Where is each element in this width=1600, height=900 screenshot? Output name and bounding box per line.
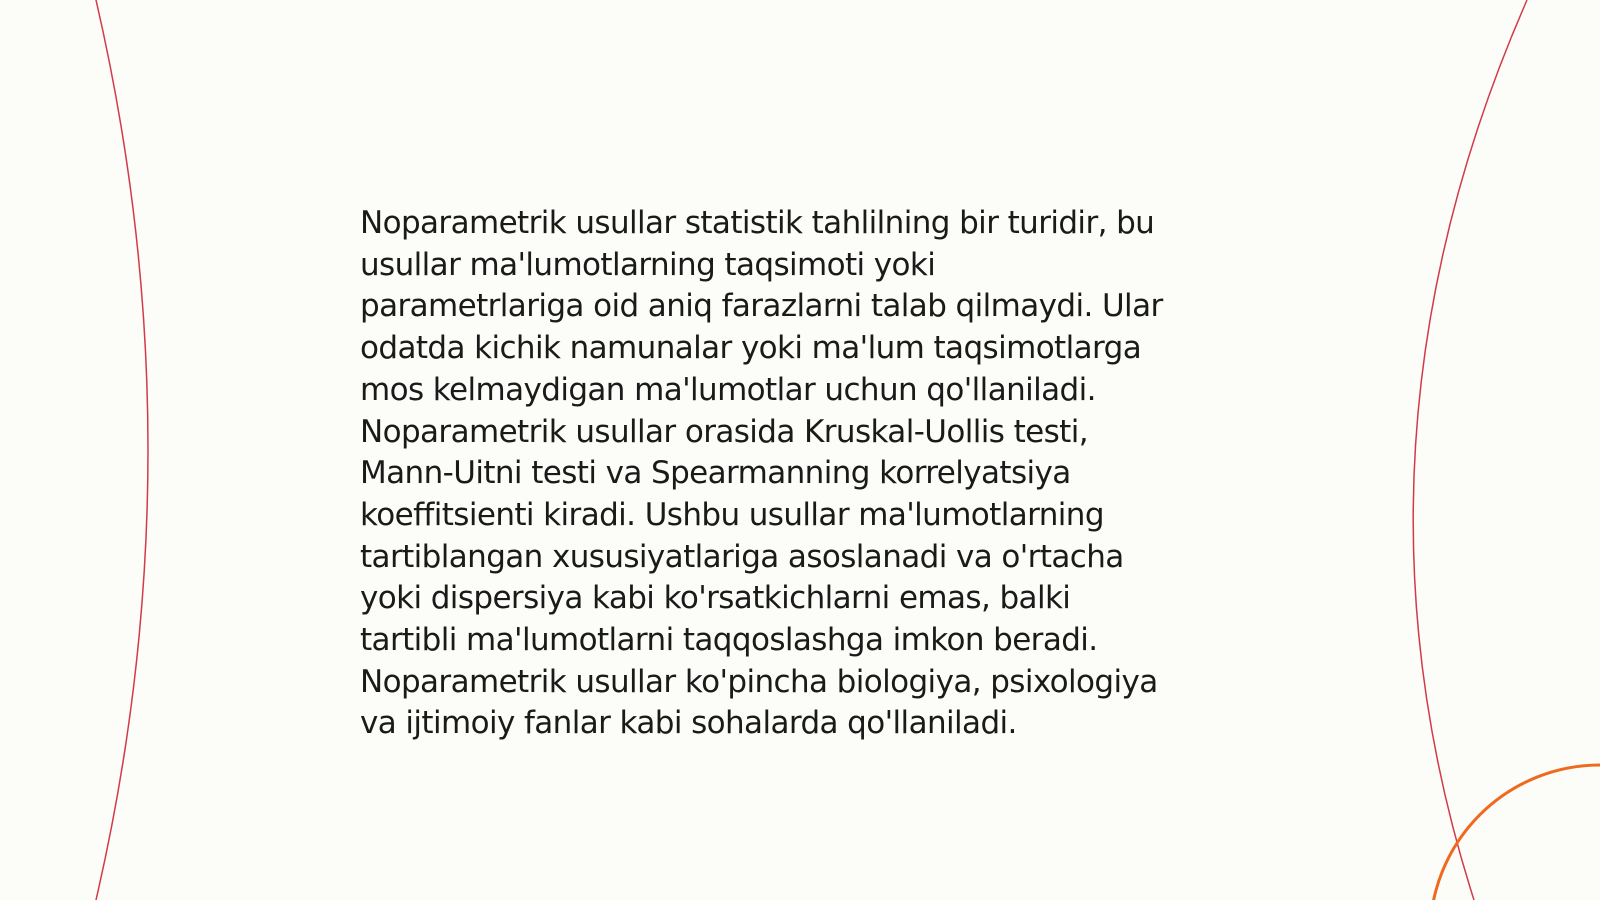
right-arc-line xyxy=(1413,0,1527,900)
orange-circle-outline xyxy=(1430,765,1600,900)
left-arc-line xyxy=(96,0,148,900)
slide-body-text: Noparametrik usullar statistik tahlilning bir turidir, bu usullar ma'lumotlarning taqsimoti yoki parametrlariga oid aniq farazlarni talab qilmaydi. Ular odatda kichik namunalar yoki ma'lum taqsimotlarga mos kelmaydigan ma'lumotlar uchun qo'llaniladi. Noparametrik usullar orasida Kruskal-Uollis testi, Mann-Uitni testi va Spearmanning korrelyatsiya koeffitsienti kiradi. Ushbu usullar ma'lumotlarning tartiblangan xususiyatlariga asoslanadi va o'rtacha yoki dispersiya kabi ko'rsatkichlarni emas, balki tartibli ma'lumotlarni taqqoslashga imkon beradi. Noparametrik usullar ko'pincha biologiya, psixologiya va ijtimoiy fanlar kabi sohalarda qo'llaniladi. xyxy=(360,205,1163,742)
